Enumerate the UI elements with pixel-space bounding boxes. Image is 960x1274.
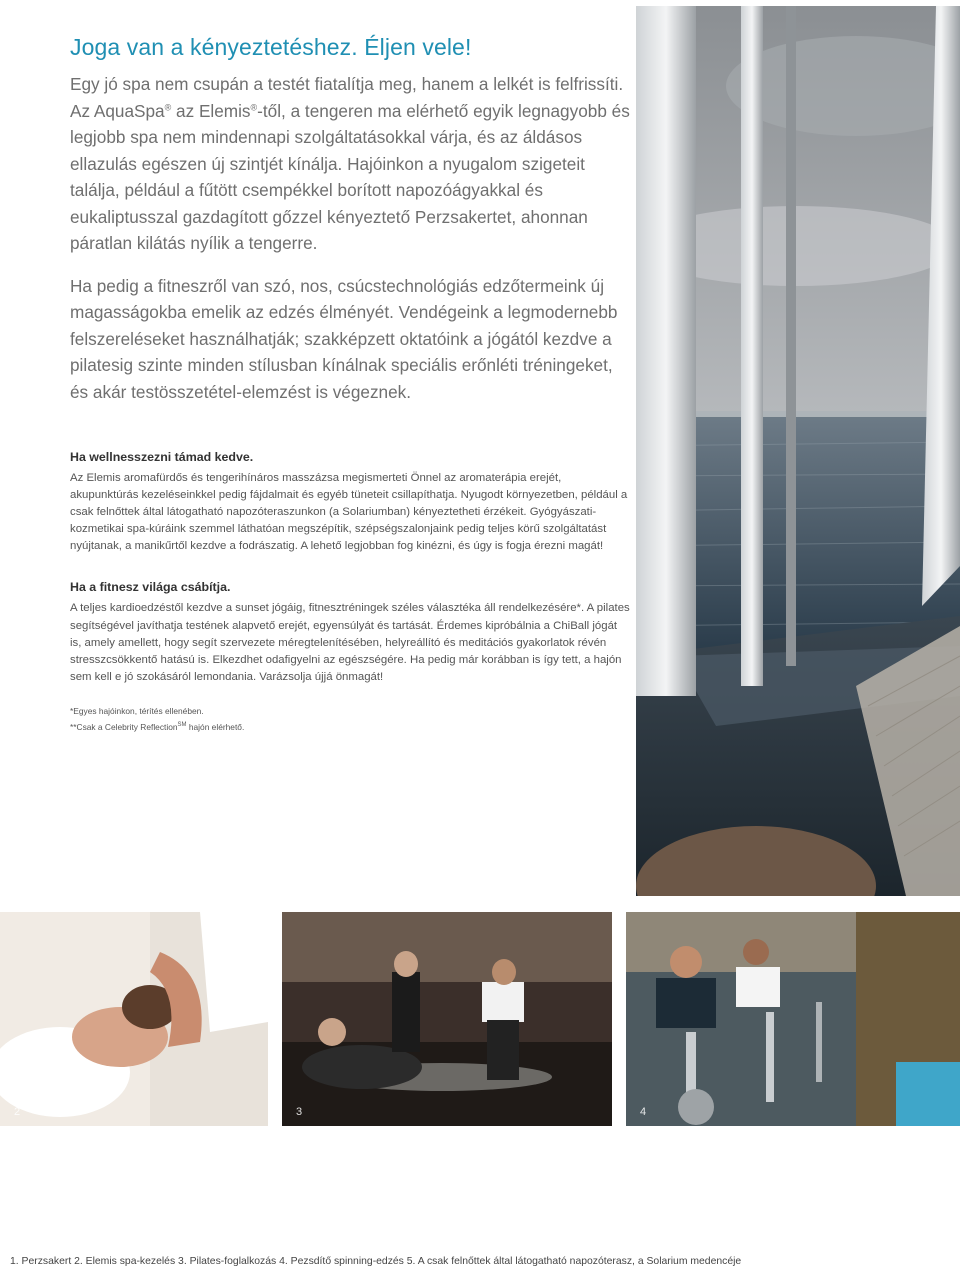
headline: Joga van a kényeztetéshez. Éljen vele! (70, 34, 472, 60)
registered-mark-1: ® (164, 101, 172, 112)
persian-garden-photo (636, 6, 960, 896)
spinning-image (626, 912, 960, 1126)
intro-paragraph (70, 71, 630, 257)
photo-number-2: 2 (14, 1106, 21, 1118)
spa-image (0, 912, 268, 1126)
photo-strip (0, 912, 960, 1126)
fitness-body: A teljes kardioedzéstől kezdve a sunset jógáig, fitnesztréningek széles választéka áll rendelkezésére*. A pilates segítségével javíthatja testének alapvető erejét, egyensúlyát és tartását. Érdemes kipróbálnia a ChiBall jógát is, amely amellett, hogy segít szervezete méregtelenítésében, helyreállító és meditációs gyakorlatok révén stresszcsökkentő hatású is. Elkezdhet odafigyelni az egészségére. Ha pedig már korábban is így tett, a hajón sem kell e jó szokásáról lemondania. Varázsolja újjá önmagát! (70, 602, 630, 683)
footnote-2-text: **Csak a Celebrity Reflection (70, 721, 178, 732)
sea-view-image (636, 6, 960, 896)
spinning-photo (626, 912, 960, 1126)
registered-mark-2: ® (250, 101, 258, 112)
service-mark: SM (177, 722, 187, 729)
photo-number-3: 3 (296, 1106, 303, 1118)
fitness-paragraph: Ha pedig a fitneszről van szó, nos, csúcstechnológiás edzőtermeink új magasságokba emelik az edzés élményét. Vendégeink a legmodernebb felszereléseket használhatják; szakképzett oktatóink a jógától kezdve a pilatesig szinte minden stílusban kínálnak speciális erőnléti tréningeket, és akár testösszetétel-elemzést is végeznek. (70, 275, 618, 402)
footnote-1: *Egyes hajóinkon, térítés ellenében. (70, 705, 204, 716)
photo-number-4: 4 (640, 1106, 647, 1118)
wellness-heading: Ha wellnesszezni támad kedve. (70, 450, 254, 464)
text-column (70, 32, 630, 735)
wellness-body: Az Elemis aromafürdős és tengerihínáros masszázsa megismerteti Önnel az aromaterápia erejét, akupunktúrás kezeléseinkkel pedig fájdalmait és egyéb tüneteit csillapíthatja. Nyugodt környezetben, például a csak felnőttek által látogatható napozóteraszunkon (a Solariumban) kényeztetheti érzékeit. Gyógyászati-kozmetikai spa-kúráink szemmel láthatóan megszépítik, szépségszalonjaink pedig teljes körű szolgáltatást nyújtanak, a manikűrtől kezdve a fodrászatig. A lehető legjobban fog kinézni, és úgy is fogja érezni magát! (70, 472, 628, 553)
spa-treatment-photo (0, 912, 268, 1126)
photo-captions: 1. Perzsakert 2. Elemis spa-kezelés 3. Pilates-foglalkozás 4. Pezsdítő spinning-edzés 5. A csak felnőttek által látogatható napozóterasz, a Solarium medencéje (10, 1256, 742, 1267)
pilates-class-photo (282, 912, 612, 1126)
intro-text-3: -től, a tengeren ma elérhető egyik legnagyobb és legjobb spa nem mindennapi szolgáltatásokkal várja, és az áldásos ellazulás egészen új szintjét kínálja. Hajóinkon a nyugalom szigeteit találja, például a fűtött csempékkel borított napozóágyakkal és eukaliptusszal gazdagított gőzzel kényeztető Perzsakertet, ahonnan páratlan kilátás nyílik a tengerre. (70, 100, 630, 253)
intro-text-2: az Elemis (171, 100, 251, 121)
fitness-heading: Ha a fitnesz világa csábítja. (70, 580, 231, 595)
intro-text-1: Egy jó spa nem csupán a testét fiatalítja meg, hanem a lelkét is felfrissíti. Az AquaSpa (70, 74, 624, 121)
footnote-2 (70, 719, 630, 735)
footnote-2-tail: hajón elérhető. (186, 721, 245, 732)
pilates-image (282, 912, 612, 1126)
